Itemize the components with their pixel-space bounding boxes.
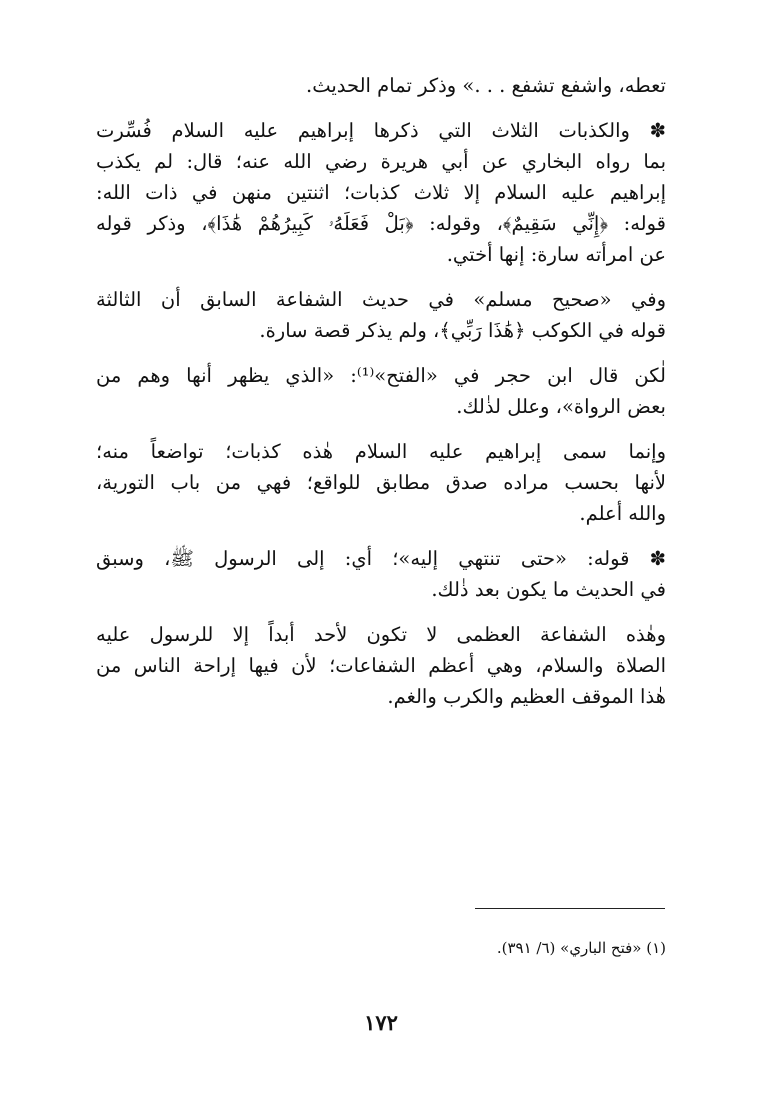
text-line: والله أعلم. [579,502,666,525]
text-line: بعض الرواة»، وعلل لذٰلك. [456,395,666,418]
text-line: وفي «صحيح مسلم» في حديث الشفاعة السابق أن الثالثة [96,288,666,311]
text-line: بما رواه البخاري عن أبي هريرة رضي الله عنه؛ قال: لم يكذب [96,150,666,173]
paragraph-2 [96,115,666,270]
text-line: ✽ قوله: «حتى تنتهي إليه»؛ أي: إلى الرسول ﷺ، وسبق [96,547,666,570]
paragraph-5 [96,436,666,529]
text-line: إبراهيم عليه السلام إلا ثلاث كذبات؛ اثنتين منهن في ذات الله: [96,181,666,204]
text-line: قوله: ﴿إِنِّي سَقِيمٌ﴾، وقوله: ﴿بَلْ فَعَلَهُۥ كَبِيرُهُمْ هَٰذَا﴾، وذكر قوله [96,212,666,235]
text-line: وإنما سمى إبراهيم عليه السلام هٰذه كذبات؛ تواضعاً منه؛ [96,440,666,463]
text-line: هٰذا الموقف العظيم والكرب والغم. [387,685,666,708]
paragraph-7 [96,619,666,712]
text-line: في الحديث ما يكون بعد ذٰلك. [431,578,666,601]
text-line: لٰكن قال ابن حجر في «الفتح»⁽¹⁾: «الذي يظهر أنها وهم من [96,364,666,387]
page-number: ١٧٢ [364,1010,398,1035]
text-line: ✽ والكذبات الثلاث التي ذكرها إبراهيم عليه السلام فُسِّرت [96,119,666,142]
footnote-divider [475,908,665,909]
text-line: لأنها بحسب مراده صدق مطابق للواقع؛ فهي من باب التورية، [96,471,666,494]
text-line: عن امرأته سارة: إنها أختي. [446,243,666,266]
paragraph-4 [96,360,666,422]
paragraph-3 [96,284,666,346]
text-line: الصلاة والسلام، وهي أعظم الشفاعات؛ لأن فيها إراحة الناس من [96,654,666,677]
text-line: وهٰذه الشفاعة العظمى لا تكون لأحد أبداً إلا للرسول عليه [96,623,666,646]
paragraph-1 [96,70,666,101]
page-body [96,70,666,726]
footnote: (١) «فتح الباري» (٦/ ٣٩١). [496,939,666,957]
paragraph-6 [96,543,666,605]
text-line: تعطه، واشفع تشفع . . .» وذكر تمام الحديث. [306,74,666,97]
text-line: قوله في الكوكب ﴿هَٰذَا رَبِّي﴾، ولم يذكر قصة سارة. [259,319,666,342]
